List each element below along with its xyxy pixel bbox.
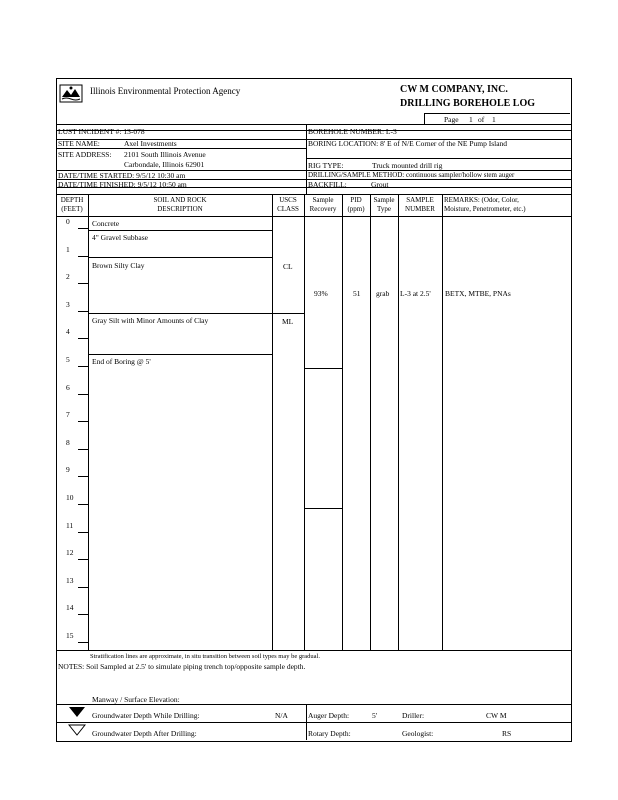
col-header-recovery: Sample Recovery [309, 196, 337, 213]
backfill-label: BACKFILL: [308, 180, 347, 189]
sample-remarks: BETX, MTBE, PNAs [445, 289, 511, 298]
depth-tick [78, 338, 88, 339]
depth-tick [78, 421, 88, 422]
depth-label: 8 [66, 437, 70, 447]
rig-type-label: RIG TYPE: [308, 161, 344, 170]
depth-tick [78, 228, 88, 229]
depth-label: 5 [66, 355, 70, 364]
agency-name: Illinois Environmental Protection Agency [90, 86, 241, 96]
site-address-1: 2101 South Illinois Avenue [124, 150, 206, 159]
depth-tick [78, 394, 88, 395]
col-header-type: Sample Type [373, 196, 395, 213]
company-name: CW M COMPANY, INC. [400, 84, 508, 95]
geologist-value: RS [502, 729, 512, 738]
depth-tick [78, 256, 88, 257]
depth-tick [78, 642, 88, 643]
page-number: 1 [469, 115, 473, 124]
depth-tick [78, 283, 88, 284]
depth-tick [78, 587, 88, 588]
driller-label: Driller: [402, 711, 425, 720]
soil-brown-clay: Brown Silty Clay [92, 261, 145, 270]
backfill: Grout [371, 180, 389, 189]
depth-tick [78, 449, 88, 450]
depth-tick [78, 504, 88, 505]
drilling-method: DRILLING/SAMPLE METHOD: continuous sampler/hollow stem auger [308, 171, 515, 179]
gw-after-label: Groundwater Depth After Drilling: [92, 729, 197, 738]
depth-label: 10 [66, 493, 74, 502]
col-header-depth: DEPTH (FEET) [60, 196, 84, 213]
soil-end-of-boring: End of Boring @ 5' [92, 357, 151, 366]
depth-label: 15 [66, 631, 74, 640]
col-header-soil: SOIL AND ROCK DESCRIPTION [153, 196, 207, 213]
illinois-epa-logo [58, 82, 84, 106]
log-title: DRILLING BOREHOLE LOG [400, 98, 536, 109]
site-address-2: Carbondale, Illinois 62901 [124, 160, 205, 169]
depth-label: 14 [66, 603, 74, 613]
gw-while-label: Groundwater Depth While Drilling: [92, 711, 200, 720]
soil-gravel: 4" Gravel Subbase [92, 233, 148, 242]
rig-type: Truck mounted drill rig [372, 161, 443, 170]
uscs-cl: CL [283, 262, 293, 271]
depth-tick [78, 476, 88, 477]
soil-concrete: Concrete [92, 219, 120, 228]
water-level-after-icon [68, 724, 86, 736]
sample-number: L-3 at 2.5' [400, 289, 431, 298]
soil-gray-silt: Gray Silt with Minor Amounts of Clay [92, 316, 209, 325]
depth-tick [78, 532, 88, 533]
depth-label: 2 [66, 272, 70, 282]
stratification-note: Stratification lines are approximate, in situ transition between soil types may be gradual. [90, 653, 320, 660]
depth-label: 11 [66, 520, 74, 530]
depth-tick [78, 614, 88, 615]
site-address-label: SITE ADDRESS: [58, 150, 112, 159]
site-name-label: SITE NAME: [58, 139, 100, 148]
sample-recovery: 93% [314, 289, 328, 298]
date-finished: DATE/TIME FINISHED: 9/5/12 10:50 am [58, 180, 187, 189]
depth-label: 13 [66, 575, 74, 585]
depth-label: 12 [66, 548, 74, 558]
depth-label: 9 [66, 465, 70, 475]
depth-label: 7 [66, 410, 70, 420]
uscs-ml: ML [282, 317, 294, 326]
depth-label: 6 [66, 382, 70, 392]
manway-elevation: Manway / Surface Elevation: [92, 695, 180, 704]
col-header-remarks: REMARKS: (Odor, Color, Moisture, Penetrometer, etc.) [444, 196, 526, 213]
depth-label: 1 [66, 244, 70, 254]
col-header-pid: PID (ppm) [347, 196, 365, 213]
sample-pid: 51 [353, 289, 361, 298]
lust-incident: LUST INCIDENT #: 13-078 [58, 127, 145, 136]
driller-value: CW M [486, 711, 507, 720]
date-started: DATE/TIME STARTED: 9/5/12 10:30 am [58, 171, 186, 180]
rotary-depth-label: Rotary Depth: [308, 729, 351, 738]
site-name: Axel Investments [124, 139, 177, 148]
col-header-sample-number: SAMPLE NUMBER [405, 196, 435, 213]
gw-while-value: N/A [275, 711, 288, 720]
depth-label: 4 [66, 327, 70, 337]
auger-depth-value: 5' [372, 711, 378, 720]
auger-depth-label: Auger Depth: [308, 711, 350, 720]
page-of: of [478, 115, 485, 124]
page-total: 1 [492, 115, 496, 124]
boring-location: BORING LOCATION: 8' E of N/E Corner of the NE Pump Island [308, 139, 508, 148]
depth-label: 0 [66, 217, 70, 226]
depth-tick [78, 311, 88, 312]
page-label: Page [444, 115, 459, 124]
col-header-uscs: USCS CLASS [277, 196, 299, 213]
sample-type: grab [376, 289, 390, 298]
depth-tick [78, 559, 88, 560]
borehole-number: BOREHOLE NUMBER: L-3 [308, 127, 397, 136]
notes-line: NOTES: Soil Sampled at 2.5' to simulate piping trench top/opposite sample depth. [58, 662, 306, 671]
water-level-while-icon [68, 706, 86, 718]
depth-label: 3 [66, 299, 70, 309]
depth-tick [78, 366, 88, 367]
geologist-label: Geologist: [402, 729, 434, 738]
